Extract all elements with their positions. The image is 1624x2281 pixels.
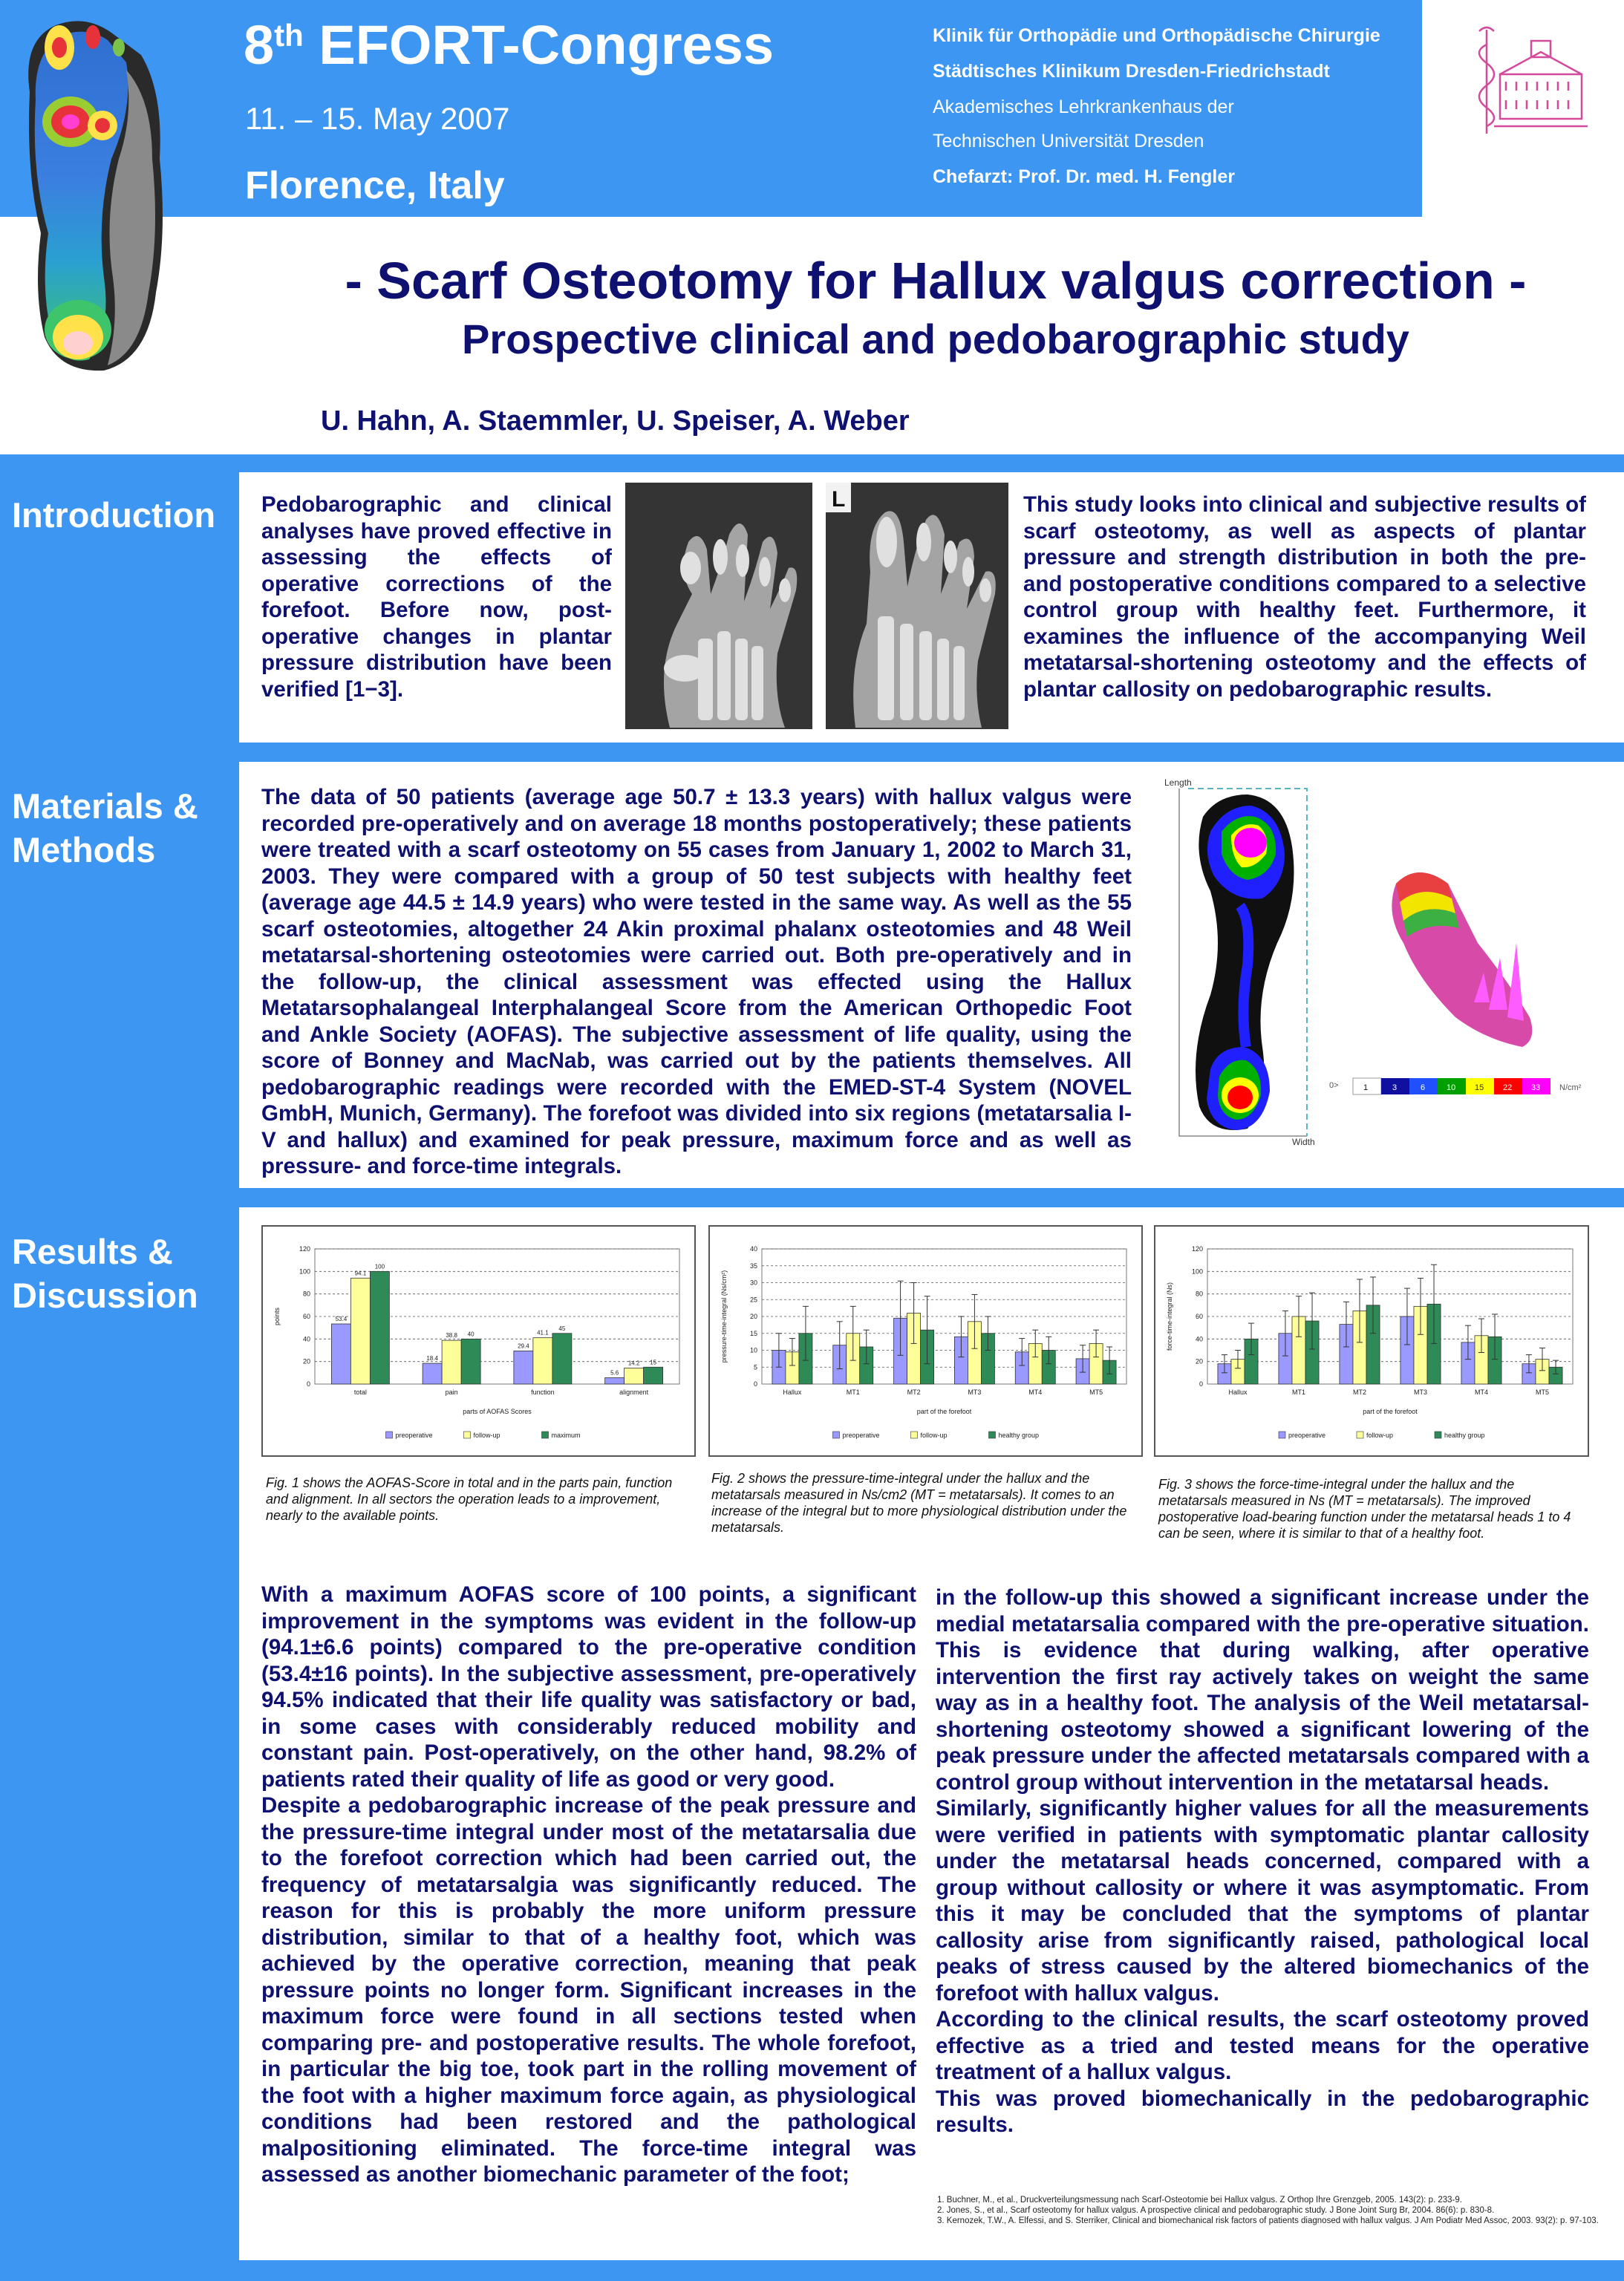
fig2-chart [708,1225,1143,1457]
y-tick-label: 20 [302,1357,310,1365]
y-tick-label: 80 [302,1290,310,1298]
scale-value-1: 3 [1392,1083,1398,1092]
legend-label: follow-up [473,1432,500,1439]
pressure-distribution-plot [1158,772,1611,1151]
clinic-line-4: Technischen Universität Dresden [933,131,1204,151]
results-label-line2: Discussion [12,1276,198,1315]
clinic-logo [1457,22,1589,141]
pressure-foot-logo [15,10,171,373]
data-label: 29.4 [518,1342,529,1350]
legend-swatch [542,1432,549,1438]
bar-maximum [370,1271,389,1384]
fig2-chart-svg [710,1227,1141,1455]
data-label: 40 [467,1331,475,1338]
legend-swatch [1357,1432,1363,1438]
data-label: 15 [650,1359,657,1366]
fig1-chart-svg [263,1227,694,1455]
legend-swatch [911,1432,918,1438]
x-axis-label: part of the forefoot [916,1408,972,1415]
x-tick-label: MT4 [1475,1388,1488,1396]
scale-value-4: 15 [1475,1083,1484,1092]
x-axis-label: parts of AOFAS Scores [463,1408,532,1415]
congress-ordinal-suffix: th [274,18,304,53]
width-axis-label: Width [1292,1137,1315,1147]
bar-follow-up [442,1340,461,1384]
intro-right-text: This study looks into clinical and subjective results of scarf osteotomy, as well as aspects of plantar pressure and strength distribution in both the pre- and postoperative conditions compared to a selective control group with healthy feet. Furthermore, it examines the influence of the accompanying Weil metatarsal-shortening osteotomy and the effects of plantar callosity on pedobarographic results. [1023,492,1586,702]
results-right-paragraph-3: According to the clinical results, the scarf osteotomy proved effective as a tried and tested means for the operative treatment of a hallux valgus. [936,2007,1589,2084]
results-right-paragraph-2: Similarly, significantly higher values for all the measurements were verified in patients with symptomatic plantar callosity under the metatarsal heads concerned, compared with a group without callosity or where it was asymptomatic. From this it may be concluded that the symptoms of plantar callosity arise from significantly raised, pathological local peaks of stress caused by the altered biomechanics of the forefoot with hallux valgus. [936,1796,1589,2006]
reference-1: 1. Buchner, M., et al., Druckverteilungsmessung nach Scarf-Osteotomie bei Hallux valgus. Z Orthop Ihre Grenzgeb, 2005. 143(2): p. 233-9. [937,2196,1462,2205]
scale-value-3: 10 [1447,1083,1456,1092]
results-right-paragraph-4: This was proved biomechanically in the pedobarographic results. [936,2086,1589,2137]
fig1-caption: Fig. 1 shows the AOFAS-Score in total and in the parts pain, function and alignment. In all sectors the operation leads to a improvement, nearly to the available points. [266,1475,673,1523]
results-bottom-bar [0,2260,1624,2281]
legend-label: preoperative [1288,1432,1326,1439]
congress-place: Florence, Italy [245,164,505,207]
results-left-paragraph-2: Despite a pedobarographic increase of the peak pressure and the pressure-time integral under most of the metatarsalia due to the forefoot correction which had been carried out, the frequency of metatarsalgia was significantly reduced. The reason for this is probably the more uniform pressure distribution, similar to that of a healthy foot, which was achieved by the operative correction, meaning that peak pressure points no longer form. Significant increases in the maximum force were found in all sections tested when comparing pre- and postoperative results. The whole forefoot, in particular the big toe, took part in the rolling movement of the foot with a higher maximum force again, as physiological conditions had been restored and the pathological malpositioning eliminated. The force-time integral was assessed as another biomechanic parameter of the foot; [261,1793,916,2187]
y-axis-label: points [273,1307,281,1326]
data-label: 53.4 [335,1316,348,1323]
xray-postoperative [826,483,1008,729]
methods-label-line1: Materials & [12,786,198,826]
y-tick-label: 100 [1191,1267,1203,1276]
y-tick-label: 40 [302,1335,310,1343]
poster-title: - Scarf Osteotomy for Hallux valgus correction - [345,252,1527,310]
y-tick-label: 0 [753,1380,757,1388]
fig3-caption: Fig. 3 shows the force-time-integral under the hallux and the metatarsals measured in Ns (MT = metatarsals). The improved postoperative load-bearing function under the metatarsal heads 1 to 4 can be seen, where it is similar to that of a healthy foot. [1158,1477,1571,1541]
scale-value-6: 33 [1531,1083,1541,1092]
x-tick-label: Hallux [1228,1388,1248,1396]
intro-bottom-bar [0,743,1624,762]
clinic-line-1: Klinik für Orthopädie und Orthopädische Chirurgie [933,25,1380,46]
x-axis-label: part of the forefoot [1363,1408,1418,1415]
results-right-column [936,1585,1589,2138]
y-axis-label: force-time-integral (Ns) [1166,1282,1173,1351]
y-tick-label: 40 [1195,1335,1203,1343]
poster-subtitle: Prospective clinical and pedobarographic study [462,316,1409,362]
methods-bottom-bar [0,1188,1624,1207]
y-tick-label: 0 [1199,1380,1203,1388]
x-tick-label: MT2 [907,1388,921,1396]
x-tick-label: MT3 [968,1388,982,1396]
y-tick-label: 60 [1195,1313,1203,1320]
results-left-paragraph-1: With a maximum AOFAS score of 100 points, a significant improvement in the symptoms was evident in the follow-up (94.1±6.6 points) compared to the pre-operative condition (53.4±16 points). In the subjective assessment, pre-operatively 94.5% indicated that their life quality was satisfactory or bad, in some cases with considerably reduced mobility and constant pain. Post-operatively, on the other hand, 98.2% of patients rated their quality of life as good or very good. [261,1582,916,1792]
intro-left-text: Pedobarographic and clinical analyses have proved effective in assessing the effects of operative corrections of the forefoot. Before now, post-operative changes in plantar pressure distribution have been verified [1−3]. [261,492,612,702]
bar-follow-up [350,1278,370,1384]
bar-follow-up [533,1338,552,1384]
length-axis-label: Length [1164,777,1192,788]
y-tick-label: 60 [302,1313,310,1320]
congress-name: EFORT-Congress [319,14,775,76]
methods-label-line2: Methods [12,830,156,869]
scale-value-0: 1 [1363,1083,1369,1092]
fig1-chart [261,1225,696,1457]
intro-label: Introduction [12,495,216,535]
bar-maximum [461,1339,480,1384]
x-tick-label: MT1 [846,1388,860,1396]
data-label: 14.2 [627,1360,640,1367]
data-label: 94.1 [354,1270,367,1277]
x-tick-label: MT1 [1292,1388,1305,1396]
legend-label: preoperative [395,1432,433,1439]
y-tick-label: 80 [1195,1290,1203,1298]
results-left-column [261,1582,916,2188]
results-sidebar [0,1206,239,2281]
reference-2: 2. Jones, S., et al., Scarf osteotomy for hallux valgus. A prospective clinical and pedobarographic study. J Bone Joint Surg Br, 2004. 86(6): p. 830-8. [937,2206,1495,2215]
results-label [12,1230,198,1317]
poster-authors: U. Hahn, A. Staemmler, U. Speiser, A. Weber [321,405,910,437]
x-tick-label: function [531,1388,555,1396]
xray-preoperative [625,483,812,729]
x-tick-label: MT5 [1536,1388,1549,1396]
x-tick-label: MT4 [1028,1388,1043,1396]
x-tick-label: pain [445,1388,458,1396]
y-tick-label: 35 [749,1262,757,1270]
bar-preoperative [514,1351,533,1384]
legend-label: healthy group [1444,1432,1485,1439]
y-tick-label: 0 [306,1380,310,1388]
y-tick-label: 40 [749,1245,757,1253]
legend-label: maximum [551,1432,581,1439]
y-tick-label: 120 [299,1245,310,1253]
clinic-line-5: Chefarzt: Prof. Dr. med. H. Fengler [933,166,1236,187]
x-tick-label: Hallux [783,1388,802,1396]
y-tick-label: 100 [299,1267,310,1276]
fig3-chart [1154,1225,1589,1457]
y-tick-label: 15 [749,1329,757,1337]
y-tick-label: 25 [749,1296,757,1304]
scale-prefix: 0> [1329,1081,1339,1090]
legend-swatch [386,1432,393,1438]
references [937,2195,1605,2226]
congress-title [244,13,774,76]
xray-marker-label: L [832,487,846,512]
clinic-line-3: Akademisches Lehrkrankenhaus der [933,97,1234,117]
methods-label [12,784,198,872]
legend-swatch [464,1432,471,1438]
x-tick-label: total [353,1388,367,1396]
congress-date: 11. – 15. May 2007 [245,101,510,136]
y-tick-label: 30 [749,1279,757,1287]
legend-swatch [1435,1432,1441,1438]
legend-label: healthy group [998,1432,1040,1439]
data-label: 45 [558,1325,566,1332]
fig2-caption: Fig. 2 shows the pressure-time-integral under the hallux and the metatarsals measured in Ns/cm2 (MT = metatarsals). It comes to an increase of the integral but to more physiological distribution under the metatarsals. [711,1471,1127,1535]
data-label: 5.6 [610,1369,619,1377]
scale-unit: N/cm² [1559,1083,1582,1092]
bar-maximum [552,1334,572,1384]
legend-swatch [1279,1432,1285,1438]
data-label: 18.4 [426,1355,438,1363]
fig3-chart-svg [1155,1227,1588,1455]
congress-ordinal: 8 [244,14,275,76]
data-label: 38.8 [446,1332,457,1339]
bar-preoperative [331,1324,350,1384]
y-tick-label: 5 [753,1363,757,1371]
y-tick-label: 20 [749,1313,757,1320]
reference-3: 3. Kernozek, T.W., A. Elfessi, and S. Sterriker, Clinical and biomechanical risk factors of patients diagnosed with hallux valgus. J Am Podiatr Med Assoc, 2003. 93(2): p. 97-103. [937,2216,1599,2225]
legend-swatch [833,1432,840,1438]
results-label-line1: Results & [12,1232,173,1271]
y-tick-label: 120 [1191,1245,1203,1253]
legend-label: follow-up [1366,1432,1394,1439]
x-tick-label: alignment [619,1388,649,1396]
scale-value-2: 6 [1421,1083,1426,1092]
pressure-scale [1329,1078,1582,1094]
pressure-3d-view [1392,872,1532,1047]
y-tick-label: 20 [1195,1357,1203,1365]
data-label: 100 [374,1263,385,1270]
clinic-line-2: Städtisches Klinikum Dresden-Friedrichstadt [933,61,1330,82]
plantar-pressure-grid [1196,794,1294,1130]
x-tick-label: MT5 [1089,1388,1103,1396]
bar-preoperative [423,1363,442,1384]
bar-maximum [644,1367,663,1384]
legend-swatch [989,1432,996,1438]
legend-label: preoperative [842,1432,880,1439]
methods-text: The data of 50 patients (average age 50.7 ± 13.3 years) with hallux valgus were recorded pre-operatively and on average 18 months postoperatively; these patients were treated with a scarf osteotomy on 55 cases from January 1, 2002 to March 31, 2003. They were compared with a group of 50 test subjects with healthy feet (average age 44.5 ± 14.9 years) who were tested in the same way. As well as the 55 scarf osteotomies, altogether 24 Akin proximal phalanx osteotomies and 48 Weil metatarsal-shortening osteotomies were carried out. Both pre-operatively and in the follow-up, the clinical assessment was effected using the Hallux Metatarsophalangeal Interphalangeal Score from the American Orthopedic Foot and Ankle Society (AOFAS). The subjective assessment of life quality, using the score of Bonney and MacNab, was carried out by the patients themselves. All pedobarographic readings were recorded with the EMED-ST-4 System (NOVEL GmbH, Munich, Germany). The forefoot was divided into six regions (metatarsalia I-V and hallux) and examined for peak pressure, maximum force and as well as pressure- and force-time integrals. [261,785,1132,1178]
x-tick-label: MT2 [1353,1388,1366,1396]
bar-preoperative [605,1378,625,1384]
x-tick-label: MT3 [1414,1388,1427,1396]
y-axis-label: pressure-time-integral (Ns/cm²) [720,1270,728,1363]
data-label: 41.1 [537,1329,549,1337]
results-right-paragraph-1: in the follow-up this showed a significant increase under the medial metatarsalia compared with the pre-operative situation. This is evidence that during walking, after operative intervention the first ray actively takes on weight the same way as in a healthy foot. The analysis of the Weil metatarsal-shortening osteotomy showed a significant lowering of the peak pressure under the affected metatarsals compared with a control group without intervention in the metatarsal heads. [936,1585,1589,1795]
intro-top-bar [0,454,1624,472]
bar-follow-up [625,1368,644,1384]
y-tick-label: 10 [749,1346,757,1354]
scale-value-5: 22 [1503,1083,1513,1092]
legend-label: follow-up [920,1432,948,1439]
